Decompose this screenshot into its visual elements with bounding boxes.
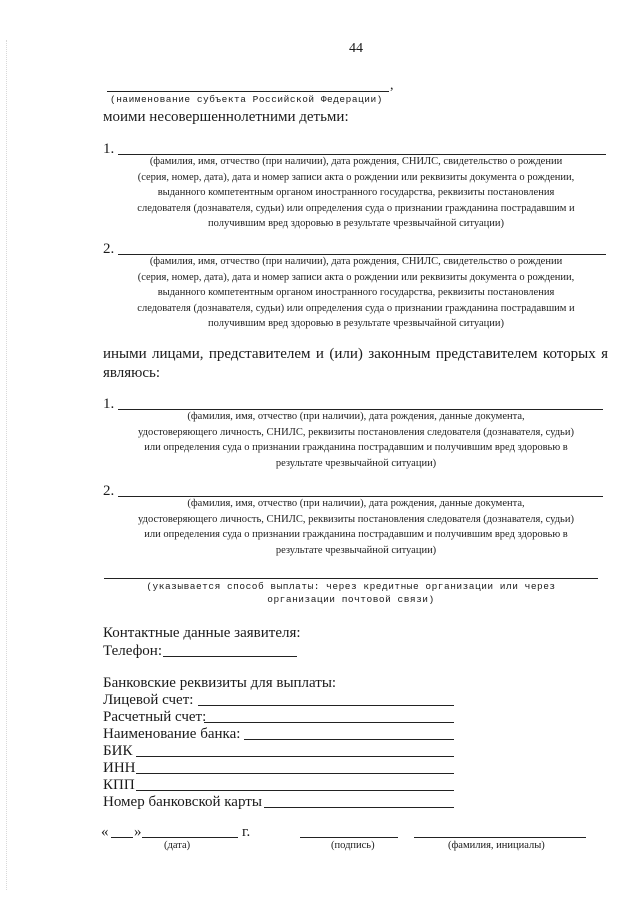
others-heading-line2: являюсь: (103, 365, 161, 381)
card-number-field-line[interactable] (264, 807, 454, 808)
phone-field-line[interactable] (163, 656, 297, 657)
date-open-quote: « (101, 824, 109, 840)
signature-field-line[interactable] (300, 837, 398, 838)
caption-line: или определения суда о признании гражданина пострадавшим и получившим вред здоровью в (144, 442, 568, 453)
region-comma: , (390, 78, 394, 93)
bank-heading: Банковские реквизиты для выплаты: (103, 675, 337, 691)
caption-line: или определения суда о признании гражданина пострадавшим и получившим вред здоровью в (144, 529, 568, 540)
personal-account-label: Лицевой счет: (103, 692, 194, 708)
settlement-account-field-line[interactable] (204, 722, 454, 723)
settlement-account-label: Расчетный счет: (103, 709, 207, 725)
child-1-number: 1. (103, 141, 115, 157)
date-year-suffix: г. (242, 824, 251, 840)
caption-line: получившим вред здоровью в результате чрезвычайной ситуации) (208, 218, 504, 229)
caption-line: организации почтовой связи) (267, 594, 435, 605)
caption-line: выданного компетентным органом иностранного государства, реквизиты постановления (157, 187, 555, 198)
caption-line: (фамилия, имя, отчество (при наличии), дата рождения, СНИЛС, свидетельство о рождении (149, 156, 563, 167)
card-number-label: Номер банковской карты (103, 794, 262, 810)
phone-label: Телефон: (103, 643, 162, 659)
date-day-field-line[interactable] (111, 837, 133, 838)
other-2-caption (100, 496, 612, 558)
scan-edge (6, 40, 7, 890)
other-2-number: 2. (103, 483, 115, 499)
caption-line: получившим вред здоровью в результате чрезвычайной ситуации) (208, 318, 504, 329)
name-initials-field-line[interactable] (414, 837, 586, 838)
caption-line: (фамилия, имя, отчество (при наличии), дата рождения, СНИЛС, свидетельство о рождении (149, 256, 563, 267)
kpp-label: КПП (103, 777, 135, 793)
other-1-number: 1. (103, 396, 115, 412)
region-caption: (наименование субъекта Российской Федерации) (110, 94, 383, 105)
contacts-heading: Контактные данные заявителя: (103, 625, 301, 641)
caption-line: результате чрезвычайной ситуации) (275, 544, 437, 556)
caption-line: удостоверяющего личность, СНИЛС, реквизиты постановления следователя (дознавателя, судьи) (138, 513, 574, 525)
caption-line: (указывается способ выплаты: через кредитные организации или через (146, 581, 556, 592)
child-2-caption (100, 254, 612, 332)
caption-line: (серия, номер, дата), дата и номер записи акта о рождении или реквизиты документа о рождении, (137, 271, 575, 283)
payment-method-field-line[interactable] (104, 578, 598, 579)
date-close-quote: » (134, 824, 142, 840)
child-2-number: 2. (103, 241, 115, 257)
date-caption: (дата) (164, 840, 191, 851)
bik-label: БИК (103, 743, 133, 759)
page-number: 44 (349, 41, 363, 56)
caption-line: (фамилия, имя, отчество (при наличии), дата рождения, данные документа, (187, 411, 525, 422)
caption-line: результате чрезвычайной ситуации) (275, 457, 437, 469)
caption-line: следователя (дознавателя, судьи) или определения суда о признании гражданина пострадавшим и (137, 302, 575, 314)
inn-label: ИНН (103, 760, 136, 776)
children-heading: моими несовершеннолетними детьми: (103, 109, 349, 125)
kpp-field-line[interactable] (136, 790, 454, 791)
caption-line: выданного компетентным органом иностранного государства, реквизиты постановления (157, 287, 555, 298)
caption-line: (серия, номер, дата), дата и номер записи акта о рождении или реквизиты документа о рождении, (137, 171, 575, 183)
payment-method-caption (104, 580, 598, 606)
other-1-caption (100, 409, 612, 471)
child-1-caption (100, 154, 612, 232)
signature-caption: (подпись) (331, 840, 375, 851)
caption-line: следователя (дознавателя, судьи) или определения суда о признании гражданина пострадавшим и (137, 202, 575, 214)
date-month-field-line[interactable] (142, 837, 238, 838)
inn-field-line[interactable] (136, 773, 454, 774)
caption-line: (фамилия, имя, отчество (при наличии), дата рождения, данные документа, (187, 498, 525, 509)
bank-name-field-line[interactable] (244, 739, 454, 740)
region-field-line[interactable] (107, 91, 389, 92)
others-heading-line1: иными лицами, представителем и (или) законным представителем которых я (103, 346, 608, 362)
personal-account-field-line[interactable] (198, 705, 454, 706)
bank-name-label: Наименование банка: (103, 726, 241, 742)
bik-field-line[interactable] (136, 756, 454, 757)
name-initials-caption: (фамилия, инициалы) (448, 840, 545, 851)
caption-line: удостоверяющего личность, СНИЛС, реквизиты постановления следователя (дознавателя, судьи) (138, 426, 574, 438)
